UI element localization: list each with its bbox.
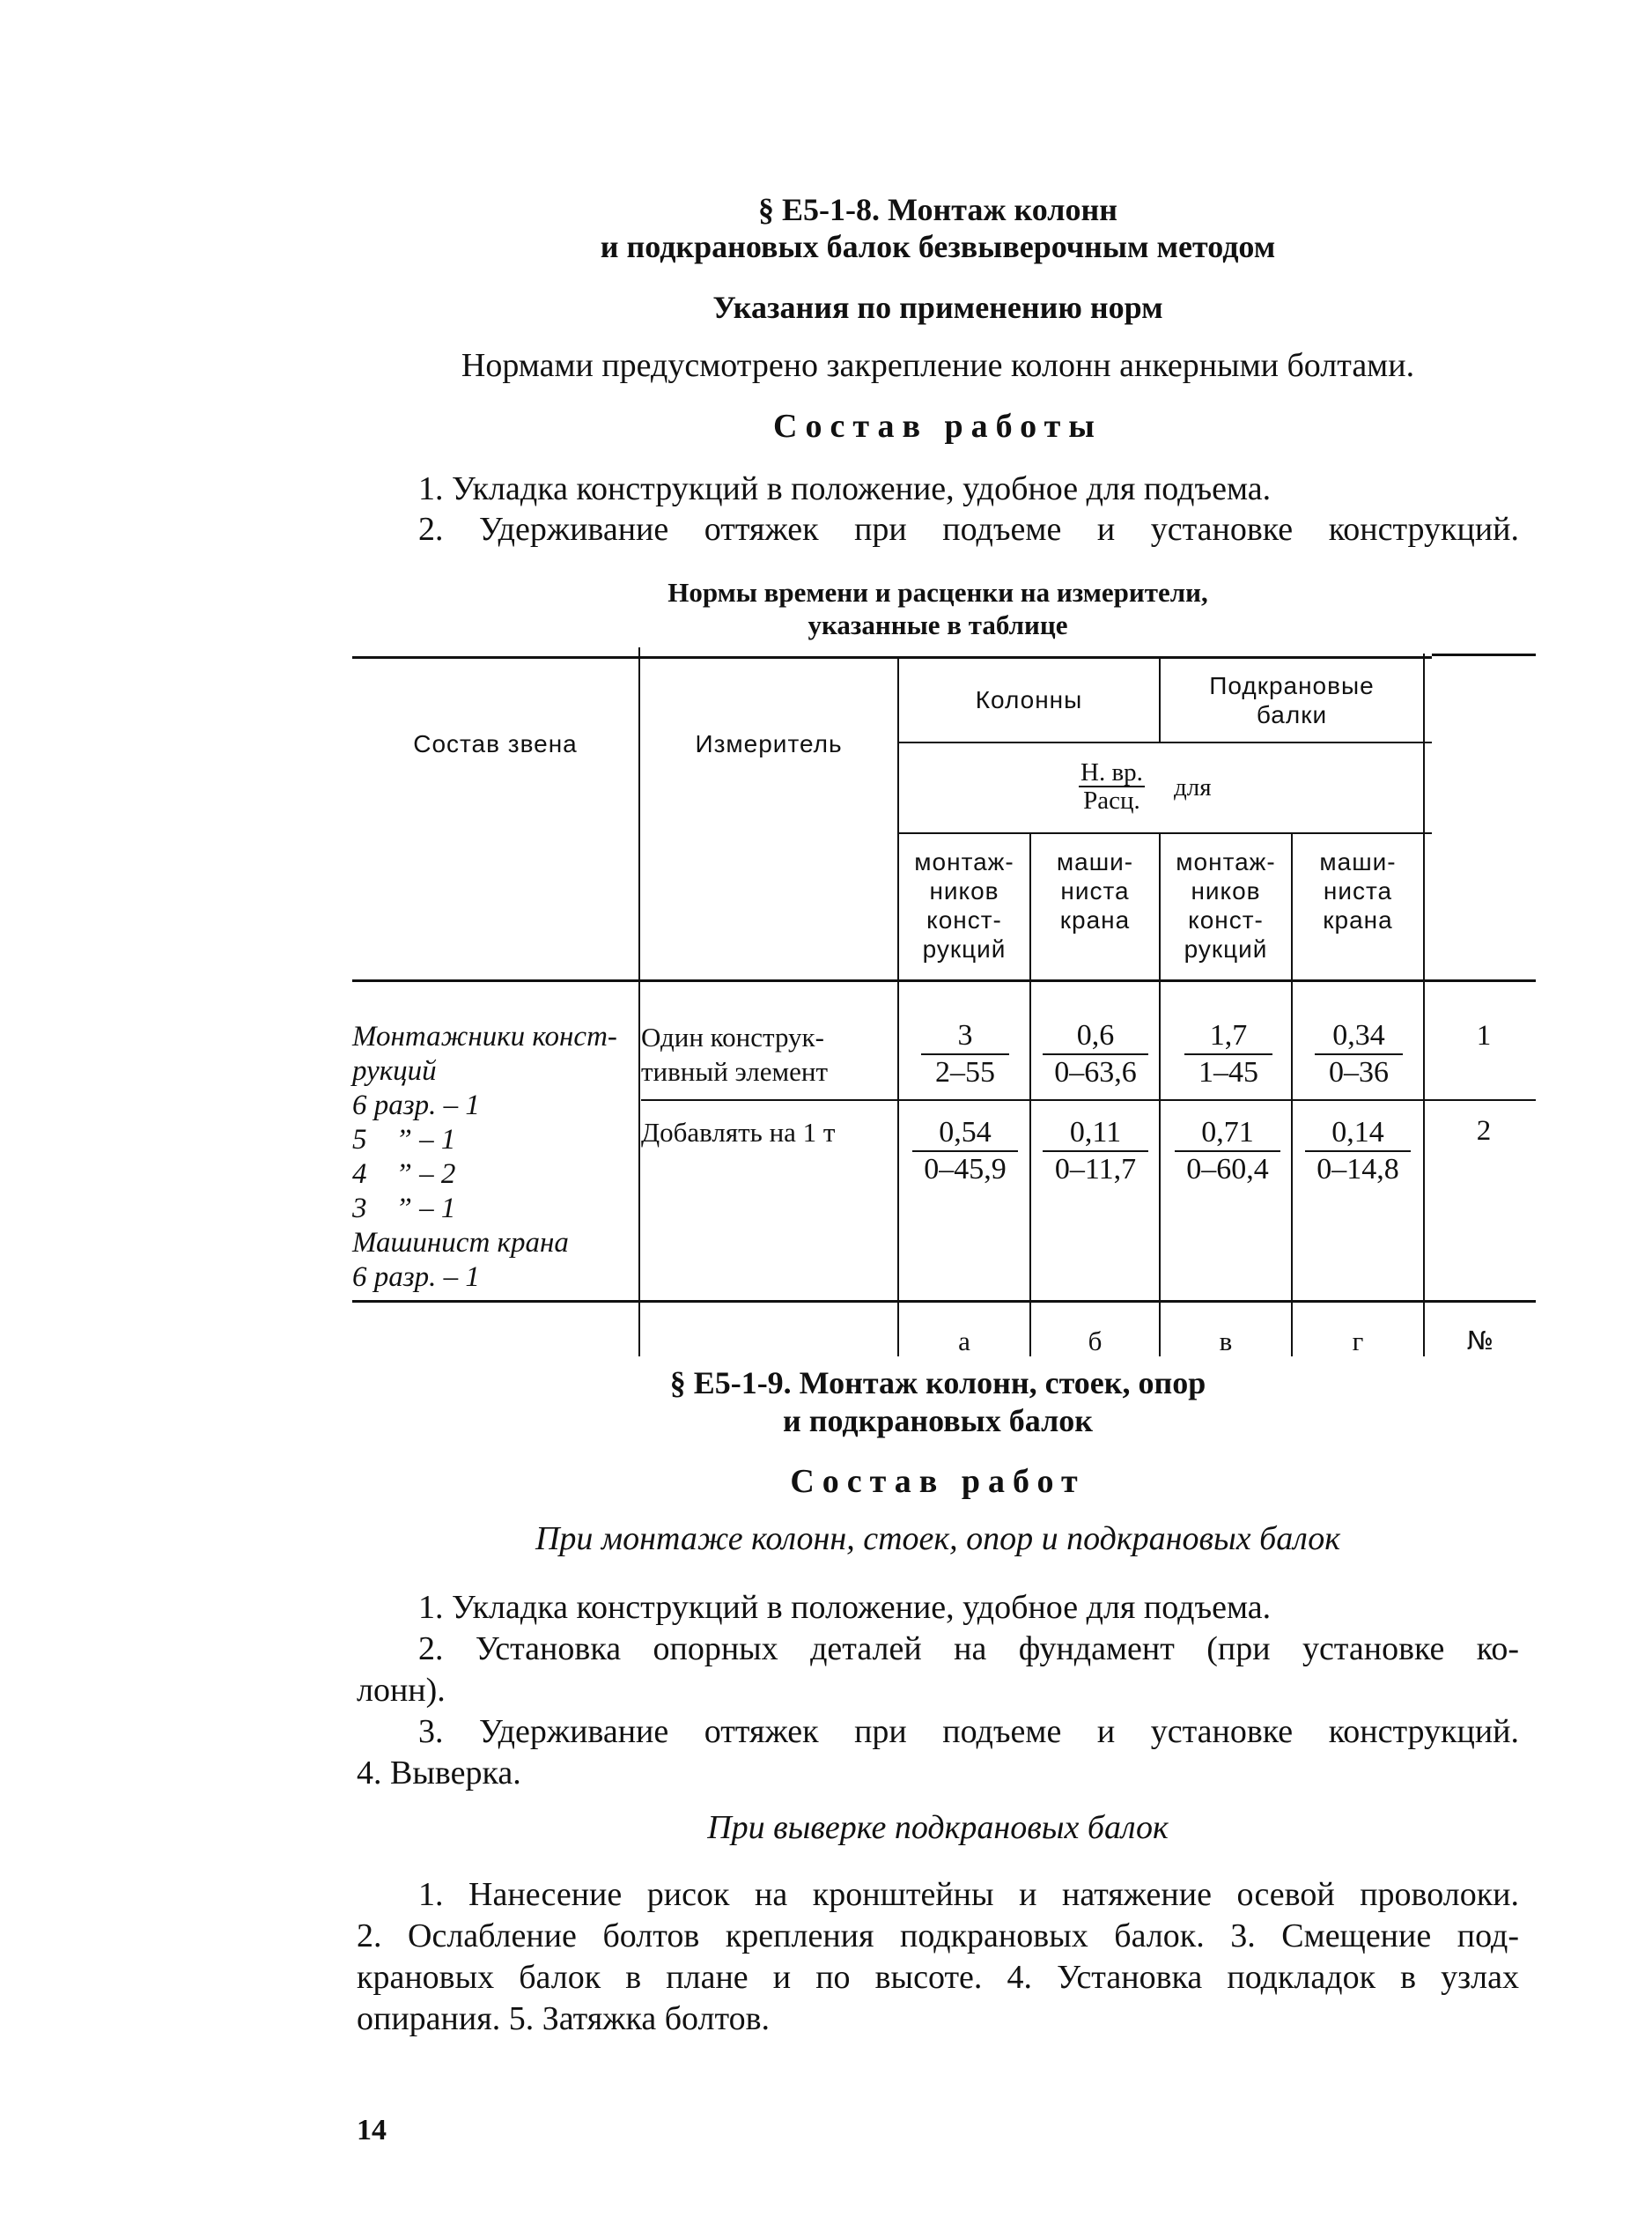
table-bottom-rule	[352, 1300, 1536, 1303]
section2-title-line1: § Е5-1-9. Монтаж колонн, стоек, опор	[669, 1365, 1206, 1400]
section1-step-1: 1. Укладка конструкций в положение, удобное для подъема.	[418, 470, 1272, 507]
crew-line: 6 разр. – 1	[352, 1090, 480, 1121]
page-number: 14	[357, 2114, 387, 2146]
row2-value-b	[1043, 1115, 1148, 1187]
header-norm-fraction	[1079, 759, 1145, 814]
subheader-col-c	[1161, 847, 1291, 964]
subheader-c-l2: ников	[1191, 877, 1261, 905]
subheader-d-l1: маши-	[1319, 848, 1397, 875]
subheader-col-b	[1031, 847, 1159, 935]
crew-line: 3 ” – 1	[352, 1193, 456, 1224]
row2-a-den: 0–45,9	[924, 1153, 1007, 1186]
section2-sub2: При выверке подкрановых балок	[707, 1809, 1169, 1846]
row1-a-den: 2–55	[935, 1056, 995, 1089]
section1-work-heading: Состав работы	[773, 408, 1103, 445]
section1-title-line1: § Е5-1-8. Монтаж колонн	[758, 192, 1117, 227]
row1-number: 1	[1476, 1020, 1492, 1052]
subheader-a-l2: ников	[929, 877, 999, 905]
subheader-b-l2: ниста	[1060, 877, 1130, 905]
header-measure: Измеритель	[695, 730, 843, 757]
row2-value-d	[1305, 1115, 1411, 1187]
crew-line: 5 ” – 1	[352, 1124, 456, 1156]
row1-measure-line1: Один конструк-	[641, 1022, 824, 1053]
row1-measure-line2: тивный элемент	[641, 1056, 829, 1087]
crew-line: Машинист крана	[352, 1227, 569, 1259]
header-norm-for: для	[1174, 773, 1212, 802]
subheader-col-d	[1293, 847, 1423, 935]
crew-line: Монтажники конст-	[352, 1021, 617, 1053]
section2-para2-3: крановых балок в плане и по высоте. 4. Установка подкладок в узлах	[357, 1959, 1519, 1996]
header-rule-2	[898, 832, 1432, 834]
section1-title-line2: и подкрановых балок безвыверочным методом	[600, 229, 1276, 264]
section2-sub1: При монтаже колонн, стоек, опор и подкрановых балок	[535, 1520, 1341, 1557]
table-top-rule-left	[352, 656, 1432, 659]
section2-para2-2: 2. Ослабление болтов крепления подкрановых балок. 3. Смещение под-	[357, 1917, 1519, 1954]
subheader-b-l1: маши-	[1056, 848, 1134, 875]
vline-measure	[897, 656, 899, 1356]
subheader-c-l4: рукций	[1184, 935, 1268, 963]
row1-a-num: 3	[921, 1018, 1009, 1055]
row2-value-a	[912, 1115, 1018, 1187]
column-letter-b: б	[1088, 1326, 1103, 1356]
row2-a-num: 0,54	[912, 1115, 1018, 1152]
subheader-d-l3: крана	[1323, 906, 1393, 934]
row1-d-den: 0–36	[1329, 1056, 1389, 1089]
subheader-col-a	[899, 847, 1029, 964]
section2-para1-3: 3. Удерживание оттяжек при подъеме и установке конструкций.	[418, 1713, 1519, 1750]
section2-title-line2: и подкрановых балок	[782, 1403, 1094, 1438]
row1-c-den: 1–45	[1198, 1056, 1258, 1089]
section1-step-2: 2. Удерживание оттяжек при подъеме и установке конструкций.	[418, 511, 1519, 548]
row1-measure	[641, 1020, 905, 1089]
crew-composition	[352, 1020, 643, 1295]
row-separator	[641, 1099, 1536, 1101]
section2-para1-2: 2. Установка опорных деталей на фундамент (при установке ко-	[418, 1630, 1519, 1667]
row1-c-num: 1,7	[1184, 1018, 1272, 1055]
row2-measure-line1: Добавлять на 1 т	[641, 1117, 836, 1148]
column-letter-a: а	[958, 1326, 970, 1356]
row1-value-d	[1315, 1018, 1403, 1090]
table-caption-line1: Нормы времени и расценки на измерители,	[667, 577, 1208, 608]
row1-b-den: 0–63,6	[1054, 1056, 1137, 1089]
subheader-a-l3: конст-	[926, 906, 1002, 934]
section2-para1-4: 4. Выверка.	[357, 1755, 521, 1791]
header-beams-line1: Подкрановые	[1209, 672, 1375, 699]
header-norm-num: Н. вр.	[1080, 758, 1143, 787]
section2-para2-4: опирания. 5. Затяжка болтов.	[357, 2000, 771, 2037]
subheader-b-l3: крана	[1059, 906, 1131, 934]
row1-value-b	[1043, 1018, 1148, 1090]
section1-subtitle: Указания по применению норм	[712, 290, 1163, 325]
header-columns: Колонны	[975, 686, 1083, 713]
section2-para1-1: 1. Укладка конструкций в положение, удобное для подъема.	[418, 1589, 1272, 1626]
row1-d-num: 0,34	[1315, 1018, 1403, 1055]
crew-line: 4 ” – 2	[352, 1158, 456, 1190]
column-letter-c: в	[1219, 1326, 1233, 1356]
section2-work-heading: Состав работ	[790, 1463, 1086, 1500]
table-caption-line2: указанные в таблице	[808, 609, 1068, 640]
row2-value-c	[1175, 1115, 1280, 1187]
header-crew: Состав звена	[413, 730, 578, 757]
section2-para1-2b: лонн).	[357, 1672, 446, 1709]
row2-b-den: 0–11,7	[1054, 1153, 1137, 1186]
row2-b-num: 0,11	[1043, 1115, 1148, 1152]
table-top-rule-right	[1432, 654, 1536, 656]
row2-d-den: 0–14,8	[1316, 1153, 1399, 1186]
section1-intro: Нормами предусмотрено закрепление колонн анкерными болтами.	[461, 347, 1415, 384]
row2-c-num: 0,71	[1175, 1115, 1280, 1152]
vline-number	[1423, 654, 1425, 1356]
row1-value-c	[1184, 1018, 1272, 1090]
row2-c-den: 0–60,4	[1186, 1153, 1269, 1186]
header-rule-1	[898, 742, 1432, 743]
column-letter-d: г	[1352, 1326, 1364, 1356]
subheader-d-l2: ниста	[1323, 877, 1393, 905]
subheader-c-l3: конст-	[1188, 906, 1264, 934]
column-number-sign: №	[1466, 1326, 1494, 1356]
header-bottom-rule	[352, 979, 1536, 982]
row2-d-num: 0,14	[1305, 1115, 1411, 1152]
crew-line: рукций	[352, 1055, 437, 1087]
subheader-c-l1: монтаж-	[1176, 848, 1276, 875]
section2-para2-1: 1. Нанесение рисок на кронштейны и натяжение осевой проволоки.	[418, 1876, 1519, 1913]
subheader-a-l4: рукций	[922, 935, 1007, 963]
row1-value-a	[921, 1018, 1009, 1090]
header-beams-line2: балки	[1256, 701, 1328, 728]
subheader-a-l1: монтаж-	[914, 848, 1014, 875]
row1-b-num: 0,6	[1043, 1018, 1148, 1055]
row2-measure	[641, 1115, 905, 1149]
header-norm-den: Расц.	[1083, 787, 1140, 815]
row2-number: 2	[1476, 1115, 1492, 1147]
crew-line: 6 разр. – 1	[352, 1261, 480, 1293]
